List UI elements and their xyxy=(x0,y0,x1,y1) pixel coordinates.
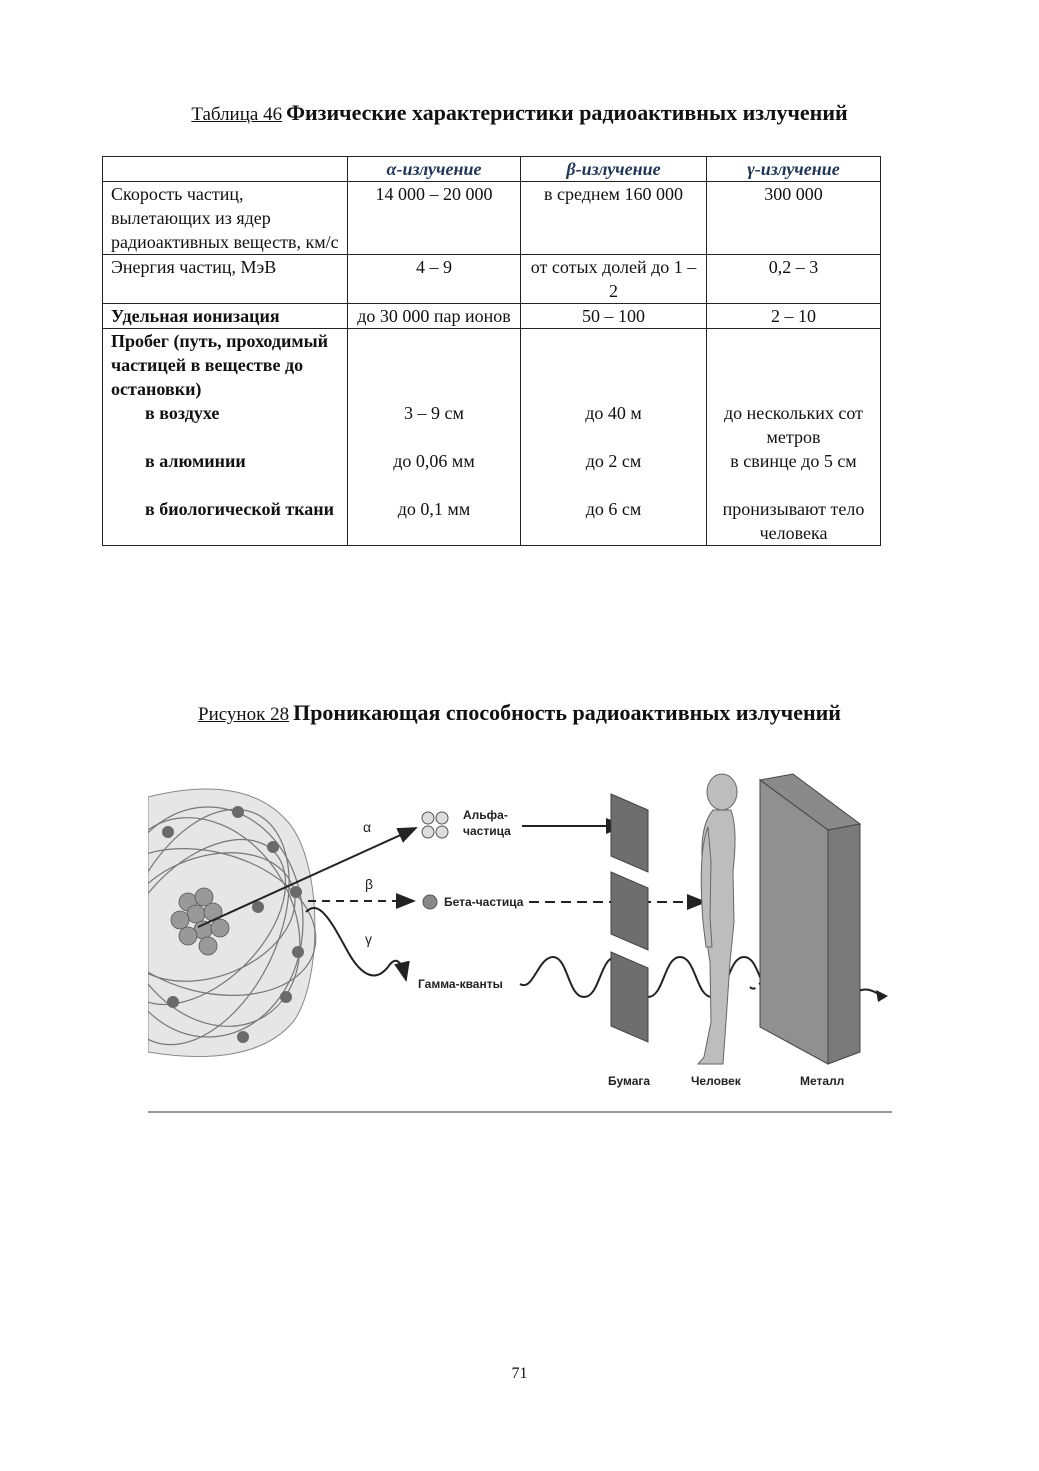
metal-label: Металл xyxy=(800,1074,845,1088)
table-caption xyxy=(0,100,1039,126)
range-sub-tissue: в биологической ткани xyxy=(145,499,335,519)
table-row-range xyxy=(103,329,881,546)
range-sub-air: в воздухе xyxy=(145,403,220,423)
figure-caption-number: Рисунок 28 xyxy=(198,704,290,725)
header-beta: β-излучение xyxy=(521,157,707,182)
gamma-quanta-label: Гамма-кванты xyxy=(418,977,503,991)
cell-gamma: 0,2 – 3 xyxy=(707,255,881,304)
alpha-tissue: до 0,1 мм xyxy=(397,499,471,519)
header-gamma: γ-излучение xyxy=(707,157,881,182)
beta-particle-label: Бета-частица xyxy=(444,895,524,909)
table-row-energy xyxy=(103,255,881,304)
penetration-figure xyxy=(148,752,892,1117)
figure-caption-title: Проникающая способность радиоактивных излучений xyxy=(293,700,841,725)
alpha-aluminum: до 0,06 мм xyxy=(393,451,475,471)
range-sub-aluminum: в алюминии xyxy=(145,451,246,471)
gamma-ray-wave xyxy=(306,908,406,980)
gamma-tissue: пронизывают тело человека xyxy=(722,499,865,543)
human-figure xyxy=(698,774,737,1064)
beta-tissue: до 6 см xyxy=(585,499,642,519)
alpha-symbol: α xyxy=(363,819,372,835)
table-caption-number: Таблица 46 xyxy=(191,104,283,125)
table-row-speed xyxy=(103,182,881,255)
header-alpha: α-излучение xyxy=(348,157,521,182)
beta-particle-icon xyxy=(423,895,437,909)
paper-barrier xyxy=(611,794,648,1042)
gamma-symbol: γ xyxy=(365,931,372,947)
cell-gamma: 300 000 xyxy=(707,182,881,255)
cell-alpha: 4 – 9 xyxy=(348,255,521,304)
alpha-air: 3 – 9 см xyxy=(404,403,464,423)
row-label: Скорость частиц, вылетающих из ядер радиоактивных веществ, км/с xyxy=(103,182,348,255)
row-label-range xyxy=(103,329,348,546)
row-label: Энергия частиц, МэВ xyxy=(103,255,348,304)
range-label: Пробег (путь, проходимый частицей в веществе до остановки) xyxy=(111,331,329,399)
cell-alpha: до 30 000 пар ионов xyxy=(348,304,521,329)
alpha-particle-label-1: Альфа- xyxy=(463,808,508,822)
header-empty xyxy=(103,157,348,182)
human-label: Человек xyxy=(691,1074,741,1088)
beta-air: до 40 м xyxy=(585,403,642,423)
cell-gamma: 2 – 10 xyxy=(707,304,881,329)
cell-beta-range xyxy=(521,329,707,546)
beta-aluminum: до 2 см xyxy=(585,451,642,471)
page-number: 71 xyxy=(511,1365,528,1382)
cell-gamma-range xyxy=(707,329,881,546)
table-caption-title: Физические характеристики радиоактивных излучений xyxy=(286,100,848,125)
cell-beta: в среднем 160 000 xyxy=(521,182,707,255)
beta-symbol: β xyxy=(365,876,374,892)
row-label: Удельная ионизация xyxy=(103,304,348,329)
paper-label: Бумага xyxy=(608,1074,651,1088)
cell-alpha-range xyxy=(348,329,521,546)
figure-caption xyxy=(0,700,1039,726)
alpha-particle-icon xyxy=(422,812,448,838)
penetration-diagram xyxy=(148,752,892,1117)
radiation-properties-table xyxy=(102,156,881,546)
gamma-exit-arrowhead xyxy=(876,990,888,1002)
metal-block xyxy=(760,774,860,1064)
table-row-ionization xyxy=(103,304,881,329)
gamma-aluminum: в свинце до 5 см xyxy=(730,451,857,471)
cell-alpha: 14 000 – 20 000 xyxy=(348,182,521,255)
table-header-row xyxy=(103,157,881,182)
gamma-air: до нескольких сот метров xyxy=(724,403,863,447)
alpha-particle-label-2: частица xyxy=(463,824,511,838)
cell-beta: от сотых долей до 1 – 2 xyxy=(521,255,707,304)
atom-illustration xyxy=(148,782,337,1072)
cell-beta: 50 – 100 xyxy=(521,304,707,329)
